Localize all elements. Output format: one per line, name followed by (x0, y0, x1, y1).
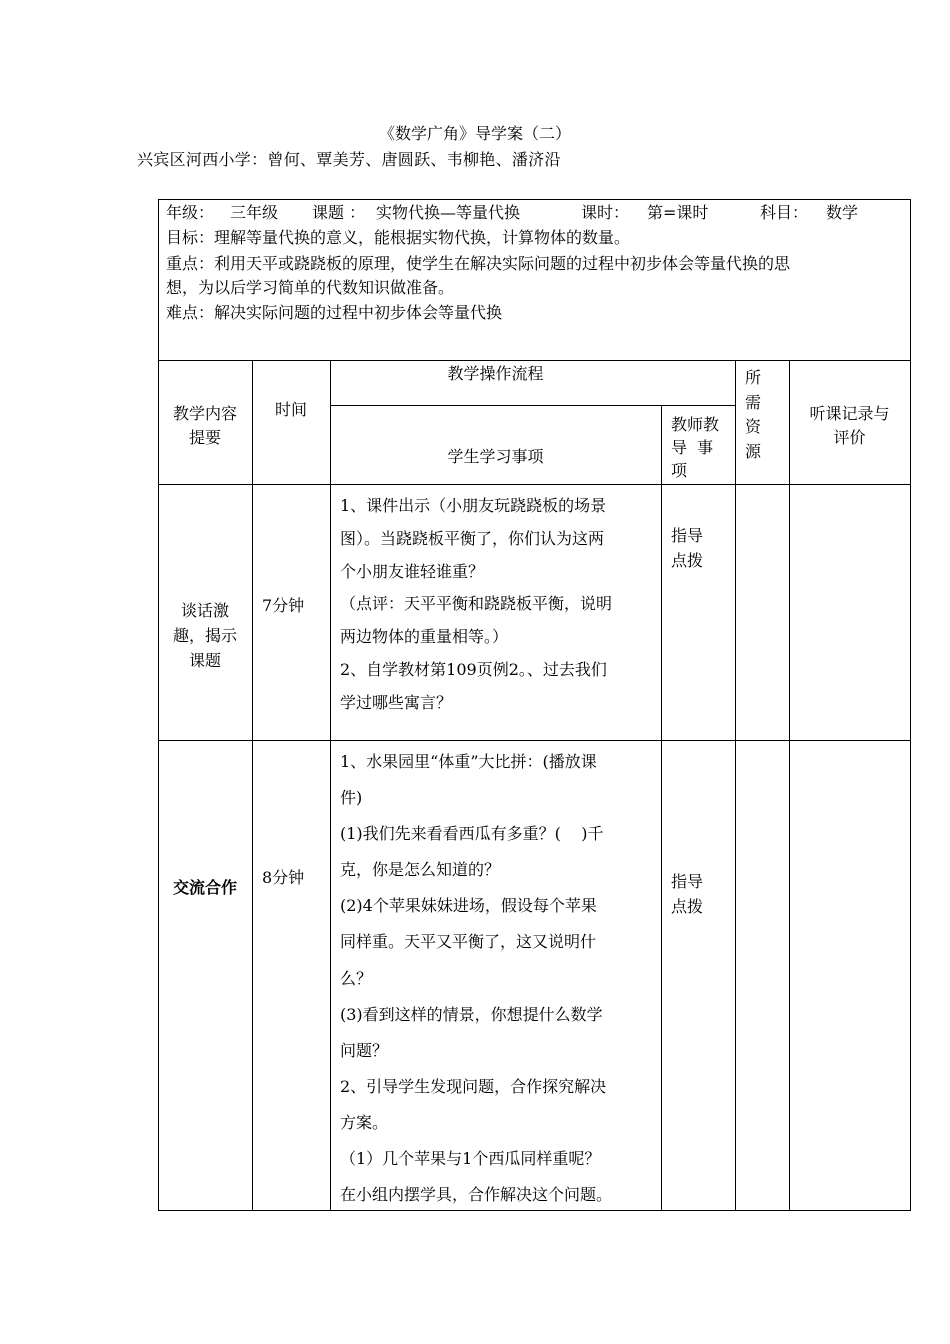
header-teacher-line3: 项 (671, 461, 688, 480)
col-divider-teacher (661, 405, 662, 1211)
row-divider-row1 (158, 740, 911, 741)
header-record-line2: 评价 (833, 428, 866, 447)
subject-value: 数学 (826, 203, 859, 222)
row2-student-line3: (1)我们先来看看西瓜有多重？( )千 (340, 824, 604, 844)
row-divider-info (158, 360, 911, 361)
header-resource-char2: 需 (745, 392, 762, 412)
header-content-line2: 提要 (188, 428, 221, 447)
row2-student-line6: 同样重。天平又平衡了，这又说明什 (340, 932, 597, 952)
row2-student-line8: (3)看到这样的情景，你想提什么数学 (340, 1004, 603, 1024)
row2-content: 交流合作 (172, 878, 237, 897)
row-divider-header (158, 484, 911, 485)
col-divider-flow (330, 360, 331, 1211)
header-flow: 教学操作流程 (447, 364, 544, 383)
row2-student-line9: 问题？ (340, 1040, 389, 1060)
row1-content-line3: 课题 (188, 651, 221, 670)
row-divider-subheader (330, 405, 735, 406)
key-point-line2: 想，为以后学习简单的代数知识做准备。 (166, 278, 455, 297)
header-time: 时间 (274, 400, 307, 419)
col-divider-record (789, 360, 790, 1211)
header-student: 学生学习事项 (447, 447, 544, 466)
authors-line: 兴宾区河西小学：曾何、覃美芳、唐圆跃、韦柳艳、潘济沿 (137, 150, 561, 169)
row1-student (340, 490, 612, 720)
row2-student-line4: 克，你是怎么知道的？ (340, 860, 501, 880)
row2-student-line10: 2、引导学生发现问题，合作探究解决 (340, 1076, 607, 1096)
header-resource-char3: 资 (745, 417, 762, 436)
period-label: 课时： (581, 203, 630, 222)
row1-student-line1: 1、课件出示（小朋友玩跷跷板的场景 (340, 496, 607, 515)
header-resource-char1: 所 (745, 368, 762, 387)
row1-teacher-line1: 指导 (671, 526, 704, 545)
grade-label: 年级： (166, 203, 215, 222)
period-value: 第=课时 (647, 203, 709, 222)
row2-teacher-line1: 指导 (671, 872, 704, 891)
row2-student-line12: （1）几个苹果与1个西瓜同样重呢？ (340, 1149, 601, 1169)
col-divider-resource (735, 360, 736, 1211)
topic-label: 课题 ： (312, 203, 366, 222)
row2-student (340, 744, 612, 1213)
header-teacher-line2: 导 事 (671, 438, 714, 457)
row1-student-line4: （点评：天平平衡和跷跷板平衡，说明 (340, 594, 613, 614)
row1-student-line2: 图）。当跷跷板平衡了，你们认为这两 (340, 528, 605, 548)
row1-time: 7分钟 (262, 596, 305, 615)
page-title: 《数学广角》导学案（二） (378, 124, 571, 143)
key-point-line1: 重点：利用天平或跷跷板的原理，使学生在解决实际问题的过程中初步体会等量代换的思 (166, 254, 791, 273)
row2-student-line2: 件) (340, 788, 363, 808)
header-teacher-line1: 教师教 (671, 415, 720, 434)
row1-student-line3: 个小朋友谁轻谁重？ (340, 561, 485, 581)
row1-teacher (671, 523, 703, 573)
row2-student-line13: 在小组内摆学具，合作解决这个问题。 (340, 1185, 613, 1205)
row1-student-line5: 两边物体的重量相等。） (340, 627, 509, 647)
col-divider-time (252, 360, 253, 1211)
row2-student-line7: 么？ (340, 968, 373, 988)
header-content-line1: 教学内容 (172, 404, 237, 423)
grade-value: 三年级 (230, 203, 279, 222)
row1-content-line2: 趣，揭示 (172, 626, 237, 645)
header-record (789, 402, 910, 450)
row1-student-line6: 2、自学教材第109页例2。、过去我们 (340, 659, 607, 679)
header-resource (745, 366, 761, 464)
row2-student-line11: 方案。 (340, 1112, 389, 1132)
subject-label: 科目： (760, 203, 809, 222)
table-border-right (910, 199, 911, 1211)
difficulty-text: 难点：解决实际问题的过程中初步体会等量代换 (166, 303, 503, 322)
row1-student-line7: 学过哪些寓言？ (340, 692, 453, 712)
header-content (158, 402, 252, 450)
row1-content (158, 598, 252, 673)
goal-text: 目标：理解等量代换的意义，能根据实物代换，计算物体的数量。 (166, 228, 631, 247)
row1-content-line1: 谈话激 (180, 601, 229, 620)
row2-teacher (671, 869, 703, 919)
table-border-left (158, 199, 159, 1211)
row2-time: 8分钟 (262, 868, 305, 887)
topic-value: 实物代换—等量代换 (376, 203, 521, 222)
header-teacher (671, 413, 719, 482)
row2-teacher-line2: 点拨 (671, 897, 704, 916)
table-border-top (158, 199, 911, 200)
row2-student-line1: 1、水果园里“体重”大比拼：(播放课 (340, 752, 597, 771)
header-record-line1: 听课记录与 (809, 404, 890, 423)
row2-student-line5: (2)4个苹果妹妹进场，假设每个苹果 (340, 896, 597, 916)
row1-teacher-line2: 点拨 (671, 551, 704, 570)
header-resource-char4: 源 (745, 441, 762, 461)
